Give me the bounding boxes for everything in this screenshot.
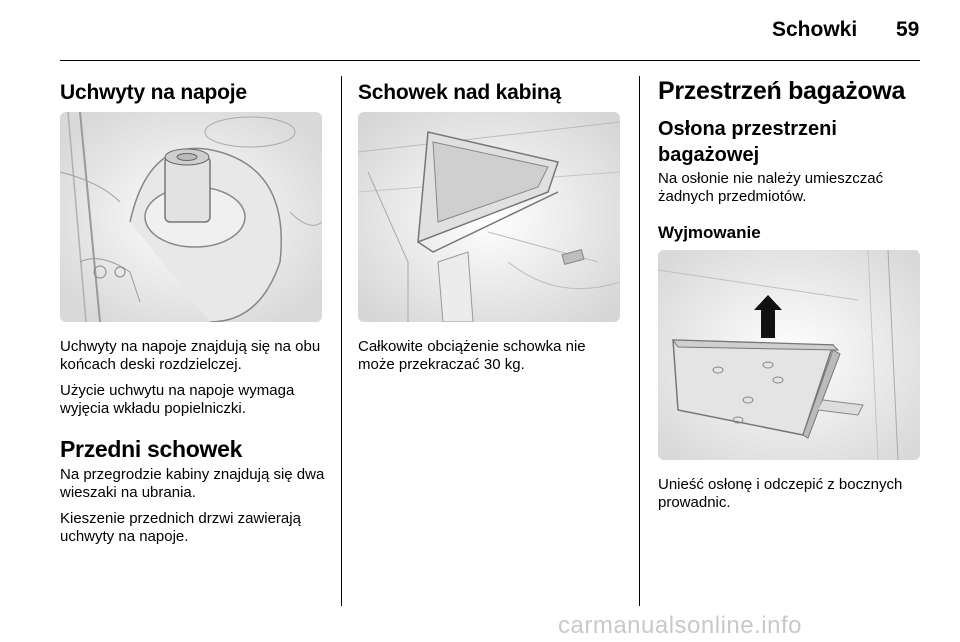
page-number: 59: [896, 18, 920, 41]
load-cover-text: Na osłonie nie należy umieszczać żadnych przedmiotów.: [658, 170, 884, 205]
removal-text: Unieść osłonę i odczepić z bocznych prowadnic.: [658, 476, 903, 511]
heading-front-storage: Przedni schowek: [60, 436, 243, 462]
load-cover-removal-illustration: [658, 250, 920, 460]
heading-luggage-space: Przestrzeń bagażowa: [658, 77, 906, 105]
section-title: Schowki: [772, 18, 858, 41]
cup-holders-text-1: Uchwyty na napoje znajdują się na obu końcach deski rozdzielczej.: [60, 338, 321, 373]
heading-cup-holders: Uchwyty na napoje: [60, 81, 247, 104]
watermark-text: carmanualsonline.info: [558, 612, 802, 639]
heading-load-cover: Osłona przestrzeni bagażowej: [658, 118, 837, 166]
column-divider-1: [341, 76, 342, 606]
cup-holders-text-2: Użycie uchwytu na napoje wymaga wyjęcia wkładu popielniczki.: [60, 382, 295, 417]
cup-holder-illustration: [60, 112, 322, 322]
heading-overhead-storage: Schowek nad kabiną: [358, 81, 561, 104]
overhead-storage-illustration: [358, 112, 620, 322]
column-divider-2: [639, 76, 640, 606]
overhead-storage-text: Całkowite obciążenie schowka nie może przekraczać 30 kg.: [358, 338, 586, 373]
header-divider: [60, 60, 920, 61]
front-storage-text-1: Na przegrodzie kabiny znajdują się dwa wieszaki na ubrania.: [60, 466, 325, 501]
front-storage-text-2: Kieszenie przednich drzwi zawierają uchwyty na napoje.: [60, 510, 301, 545]
heading-removal: Wyjmowanie: [658, 223, 761, 242]
